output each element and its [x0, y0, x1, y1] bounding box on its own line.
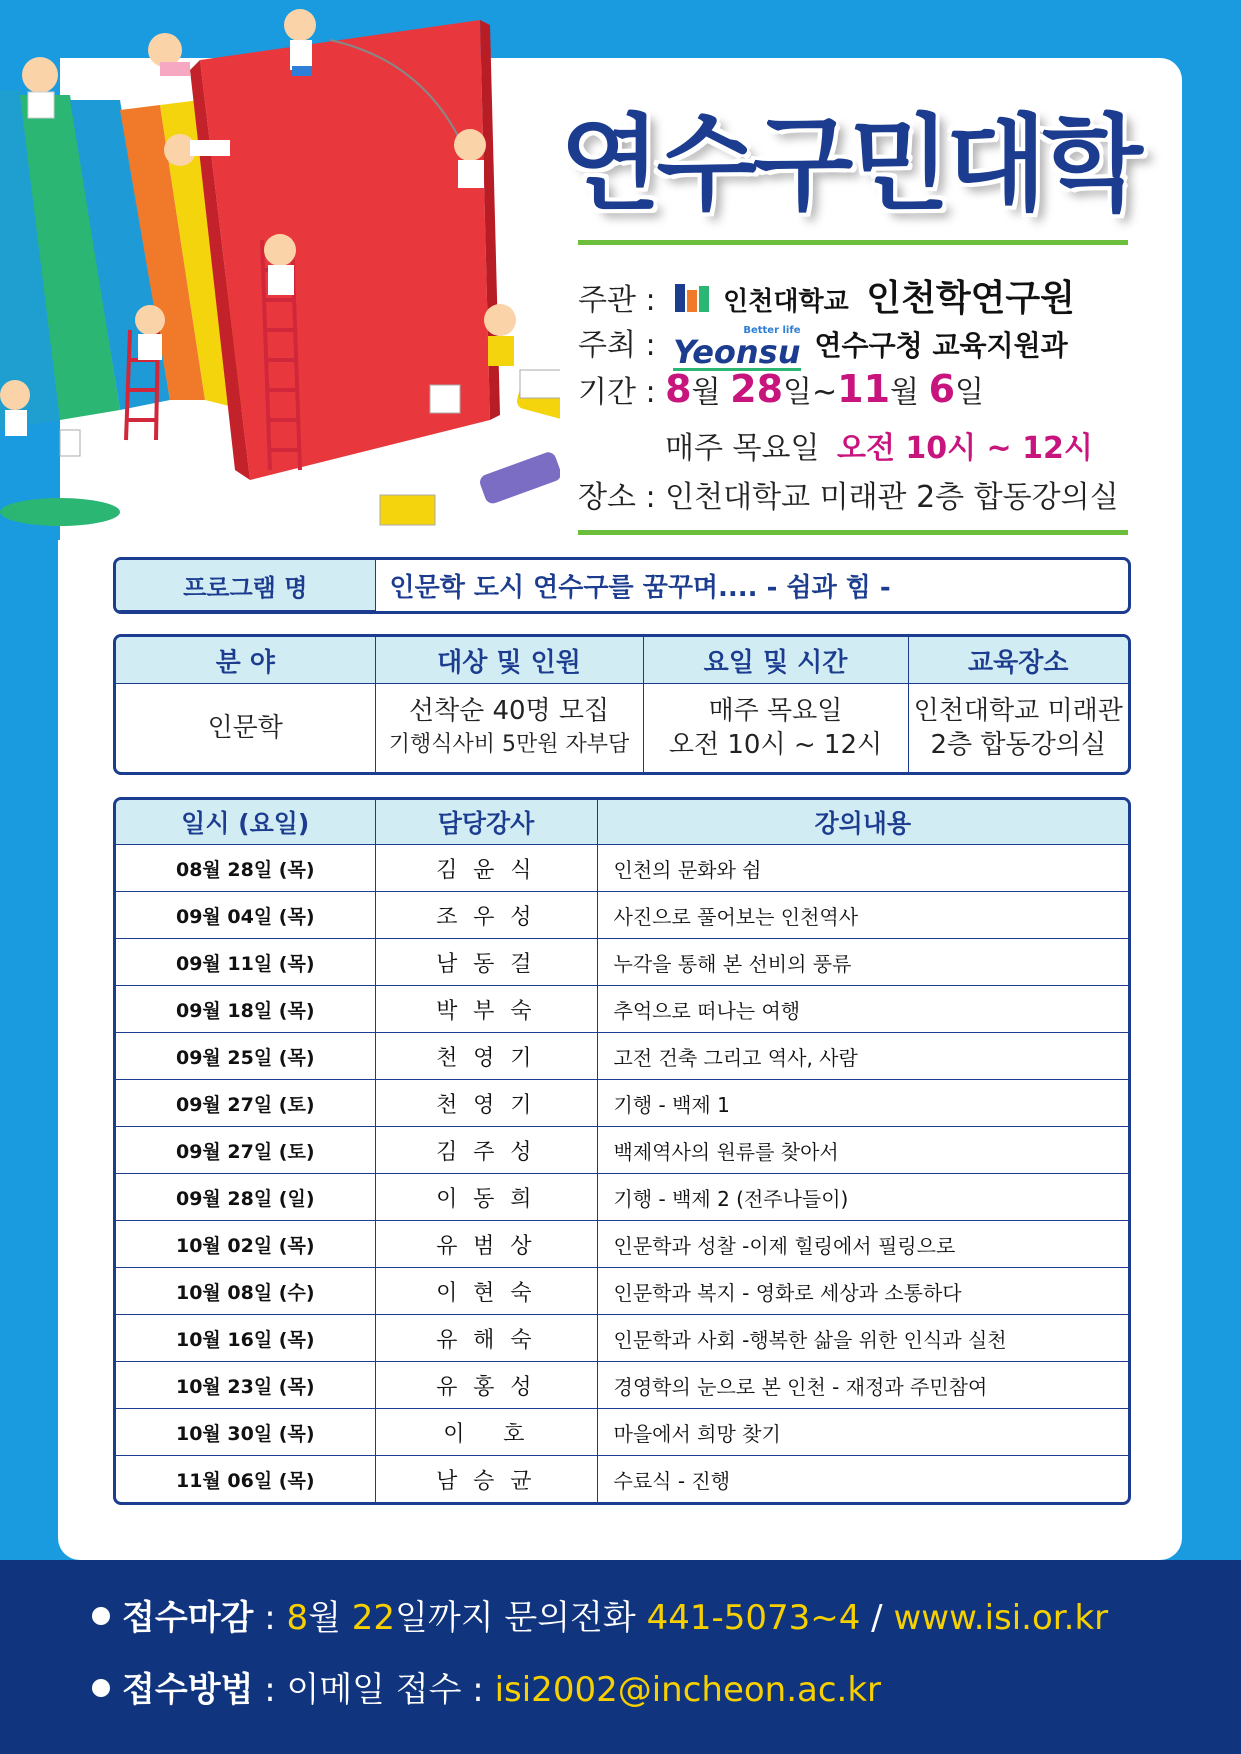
row-content: 고전 건축 그리고 역사, 사람 — [597, 1033, 1128, 1080]
row-lecturer: 천 영 기 — [375, 1033, 597, 1080]
yeonsu-logo-text: Yeonsu — [673, 333, 801, 371]
weekly-line — [665, 423, 1093, 467]
row-date: 09월 25일 (목) — [116, 1033, 375, 1080]
row-content: 마을에서 희망 찾기 — [597, 1409, 1128, 1456]
overview-header-time: 요일 및 시간 — [643, 637, 908, 684]
period-line: 기간 : 8월 28일~11월 6일 — [578, 367, 985, 411]
overview-header-place: 교육장소 — [908, 637, 1128, 684]
info-divider — [578, 530, 1128, 535]
schedule-header-date: 일시 (요일) — [116, 800, 375, 845]
program-box — [113, 557, 1131, 614]
overview-target-main: 선착순 40명 모집 — [408, 696, 610, 726]
row-lecturer: 조 우 성 — [375, 892, 597, 939]
row-date: 08월 28일 (목) — [116, 845, 375, 892]
row-lecturer: 김 주 성 — [375, 1127, 597, 1174]
deadline-day: 22 — [351, 1598, 396, 1638]
page-title: 연수구민대학 — [560, 103, 1139, 225]
row-content: 추억으로 떠나는 여행 — [597, 986, 1128, 1033]
period-end-month: 11 — [837, 367, 891, 411]
place-label: 장소 — [578, 480, 636, 515]
host-label: 주관 — [578, 283, 636, 318]
row-content: 인문학과 복지 - 영화로 세상과 소통하다 — [597, 1268, 1128, 1315]
sponsor-line: 주최 : Better life Yeonsu 연수구청 교육지원과 — [578, 320, 1068, 371]
row-date: 09월 11일 (목) — [116, 939, 375, 986]
table-row — [116, 939, 1128, 986]
row-content: 기행 - 백제 2 (전주나들이) — [597, 1174, 1128, 1221]
table-row — [116, 986, 1128, 1033]
deadline-mid: 일까지 문의전화 — [395, 1598, 636, 1638]
table-row — [116, 1127, 1128, 1174]
row-lecturer: 박 부 숙 — [375, 986, 597, 1033]
program-label: 프로그램 명 — [116, 560, 375, 611]
row-content: 기행 - 백제 1 — [597, 1080, 1128, 1127]
footer-deadline-line: 접수마감 : 8월 22일까지 문의전화 441-5073~4 / www.isi.or.kr — [92, 1590, 1108, 1639]
table-row — [116, 1409, 1128, 1456]
schedule-header-content: 강의내용 — [597, 800, 1128, 845]
overview-place-building: 인천대학교 미래관 — [913, 696, 1123, 726]
overview-header-target: 대상 및 인원 — [375, 637, 643, 684]
row-date: 10월 30일 (목) — [116, 1409, 375, 1456]
row-content: 인천의 문화와 쉼 — [597, 845, 1128, 892]
row-content: 인문학과 성찰 -이제 힐링에서 필링으로 — [597, 1221, 1128, 1268]
overview-time-day: 매주 목요일 — [708, 696, 843, 726]
top-divider — [578, 240, 1128, 245]
row-lecturer: 천 영 기 — [375, 1080, 597, 1127]
method-text: 이메일 접수 : — [286, 1670, 484, 1710]
period-label: 기간 — [578, 375, 636, 410]
overview-header-field: 분 야 — [116, 637, 375, 684]
sponsor-dept: 연수구청 교육지원과 — [814, 329, 1068, 362]
program-value: 인문학 도시 연수구를 꿈꾸며.... - 쉼과 힘 - — [375, 560, 1128, 611]
period-start-month: 8 — [665, 367, 692, 411]
footer-method-line: 접수방법 : 이메일 접수 : isi2002@incheon.ac.kr — [92, 1662, 881, 1711]
row-lecturer: 남 승 균 — [375, 1456, 597, 1503]
schedule-header-lecturer: 담당강사 — [375, 800, 597, 845]
schedule-table — [113, 797, 1131, 1505]
table-row — [116, 1268, 1128, 1315]
row-content: 수료식 - 진행 — [597, 1456, 1128, 1503]
row-date: 11월 06일 (목) — [116, 1456, 375, 1503]
table-row — [116, 1362, 1128, 1409]
row-content: 누각을 통해 본 선비의 풍류 — [597, 939, 1128, 986]
books-illustration — [0, 0, 560, 540]
weekly-prefix: 매주 목요일 — [665, 431, 820, 466]
place-line: 장소 : 인천대학교 미래관 2층 합동강의실 — [578, 472, 1119, 516]
table-row — [116, 892, 1128, 939]
row-date: 10월 23일 (목) — [116, 1362, 375, 1409]
row-lecturer: 김 윤 식 — [375, 845, 597, 892]
host-dept: 인천학연구원 — [866, 278, 1075, 319]
phone-number[interactable]: 441-5073~4 — [646, 1598, 861, 1638]
row-date: 10월 08일 (수) — [116, 1268, 375, 1315]
row-content: 인문학과 사회 -행복한 삶을 위한 인식과 실천 — [597, 1315, 1128, 1362]
overview-time — [643, 684, 908, 773]
row-lecturer: 유 범 상 — [375, 1221, 597, 1268]
row-date: 09월 27일 (토) — [116, 1127, 375, 1174]
row-lecturer: 유 해 숙 — [375, 1315, 597, 1362]
method-label: 접수방법 — [122, 1670, 254, 1710]
deadline-label: 접수마감 — [122, 1598, 254, 1638]
overview-place — [908, 684, 1128, 773]
row-content: 백제역사의 원류를 찾아서 — [597, 1127, 1128, 1174]
row-date: 09월 18일 (목) — [116, 986, 375, 1033]
university-logo-icon — [675, 282, 715, 314]
overview-place-room: 2층 합동강의실 — [930, 730, 1106, 760]
table-row — [116, 1315, 1128, 1362]
bullet-icon — [92, 1607, 110, 1625]
bullet-icon — [92, 1679, 110, 1697]
overview-target — [375, 684, 643, 773]
table-row — [116, 1080, 1128, 1127]
sponsor-label: 주최 — [578, 328, 636, 363]
overview-target-sub: 기행식사비 5만원 자부담 — [388, 732, 630, 757]
table-row — [116, 1221, 1128, 1268]
row-lecturer: 유 홍 성 — [375, 1362, 597, 1409]
overview-table — [113, 634, 1131, 775]
host-org: 인천대학교 — [723, 287, 849, 317]
yeonsu-logo — [673, 326, 800, 371]
table-row — [116, 845, 1128, 892]
row-date: 10월 02일 (목) — [116, 1221, 375, 1268]
yeonsu-logo-tag: Better life — [743, 325, 801, 336]
deadline-month: 8 — [286, 1598, 309, 1638]
overview-field: 인문학 — [116, 684, 375, 773]
table-row — [116, 1033, 1128, 1080]
host-line: 주관 : 인천대학교 인천학연구원 — [578, 270, 1075, 321]
row-lecturer: 이 동 희 — [375, 1174, 597, 1221]
row-lecturer: 이 현 숙 — [375, 1268, 597, 1315]
period-end-day: 6 — [928, 367, 956, 411]
place-value: 인천대학교 미래관 2층 합동강의실 — [665, 480, 1119, 515]
row-content: 경영학의 눈으로 본 인천 - 재정과 주민참여 — [597, 1362, 1128, 1409]
footer — [0, 1560, 1241, 1754]
period-start-day: 28 — [730, 367, 784, 411]
row-date: 09월 27일 (토) — [116, 1080, 375, 1127]
row-date: 09월 04일 (목) — [116, 892, 375, 939]
row-date: 09월 28일 (일) — [116, 1174, 375, 1221]
email-link[interactable]: isi2002@incheon.ac.kr — [494, 1670, 882, 1710]
row-content: 사진으로 풀어보는 인천역사 — [597, 892, 1128, 939]
table-row — [116, 1456, 1128, 1503]
weekly-time: 오전 10시 ~ 12시 — [836, 431, 1093, 466]
website-link[interactable]: www.isi.or.kr — [893, 1598, 1109, 1638]
row-lecturer: 이 호 — [375, 1409, 597, 1456]
row-date: 10월 16일 (목) — [116, 1315, 375, 1362]
overview-time-hours: 오전 10시 ~ 12시 — [668, 730, 883, 760]
table-row — [116, 1174, 1128, 1221]
row-lecturer: 남 동 걸 — [375, 939, 597, 986]
